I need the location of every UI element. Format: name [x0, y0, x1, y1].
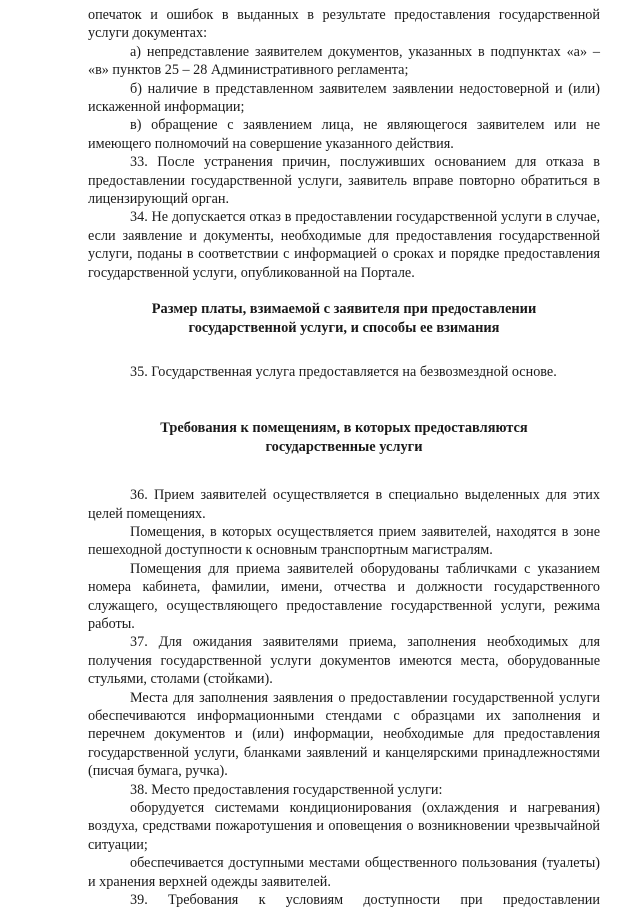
heading-fee-line1: Размер платы, взимаемой с заявителя при предоставлении	[151, 301, 537, 318]
item-a: а) непредставление заявителем документов, указанных в подпунктах «а» – «в» пунктов 25 – 28 Административного регламента;	[88, 43, 600, 79]
paragraph-37: 37. Для ожидания заявителями приема, заполнения необходимых для получения государственной услуги документов имеются места, оборудованные стульями, столами (стойками).	[88, 634, 600, 688]
paragraph-33: 33. После устранения причин, послуживших основанием для отказа в предоставлении государственной услуги, заявитель вправе повторно обратиться в лицензирующий орган.	[88, 154, 600, 208]
paragraph-39: 39. Требования к условиям доступности при предоставлении	[130, 892, 600, 909]
heading-premises-line2: государственные услуги	[265, 438, 423, 455]
page-content	[88, 6, 600, 909]
paragraph-37-stands: Места для заполнения заявления о предоставлении государственной услуги обеспечиваются информационными стендами с образцами их заполнения и перечнем документов и (или) информации, необходимые для предоставления государственной услуги, бланками заявлений и канцелярскими принадлежностями (писчая бумага, ручка).	[88, 689, 600, 780]
paragraph-35: 35. Государственная услуга предоставляется на безвозмездной основе.	[130, 363, 557, 380]
heading-premises	[88, 419, 600, 456]
paragraph-38: 38. Место предоставления государственной услуги:	[130, 781, 443, 798]
heading-premises-line1: Требования к помещениям, в которых предоставляются	[160, 420, 528, 437]
paragraph-36: 36. Прием заявителей осуществляется в специально выделенных для этих целей помещениях.	[88, 487, 600, 522]
paragraph-38-conditioning: оборудуется системами кондиционирования (охлаждения и нагревания) воздуха, средствами пожаротушения и оповещения о возникновении чрезвычайной ситуации;	[88, 800, 600, 853]
paragraph-continuation: опечаток и ошибок в выданных в результате предоставления государственной услуги документах:	[88, 7, 600, 42]
paragraph-34: 34. Не допускается отказ в предоставлении государственной услуги в случае, если заявление и документы, необходимые для предоставления государственной услуги, поданы в соответствии с информацией о сроках и порядке предоставления государственной услуги, опубликованной на Портале.	[88, 209, 600, 281]
paragraph-38-facilities: обеспечивается доступными местами общественного пользования (туалеты) и хранения верхней одежды заявителей.	[88, 855, 600, 890]
item-b: б) наличие в представленном заявителем заявлении недостоверной и (или) искаженной информации;	[88, 80, 600, 116]
item-c: в) обращение с заявлением лица, не являющегося заявителем или не имеющего полномочий на совершение указанного действия.	[88, 117, 600, 152]
paragraph-36-signs: Помещения для приема заявителей оборудованы табличками с указанием номера кабинета, фамилии, имени, отчества и должности государственного служащего, осуществляющего предоставление государственной услуги, режима работы.	[88, 560, 600, 632]
paragraph-36-premises: Помещения, в которых осуществляется прием заявителей, находятся в зоне пешеходной доступности к основным транспортным магистралям.	[88, 523, 600, 559]
heading-fee-line2: государственной услуги, и способы ее взимания	[188, 319, 500, 336]
heading-fee	[88, 300, 600, 337]
